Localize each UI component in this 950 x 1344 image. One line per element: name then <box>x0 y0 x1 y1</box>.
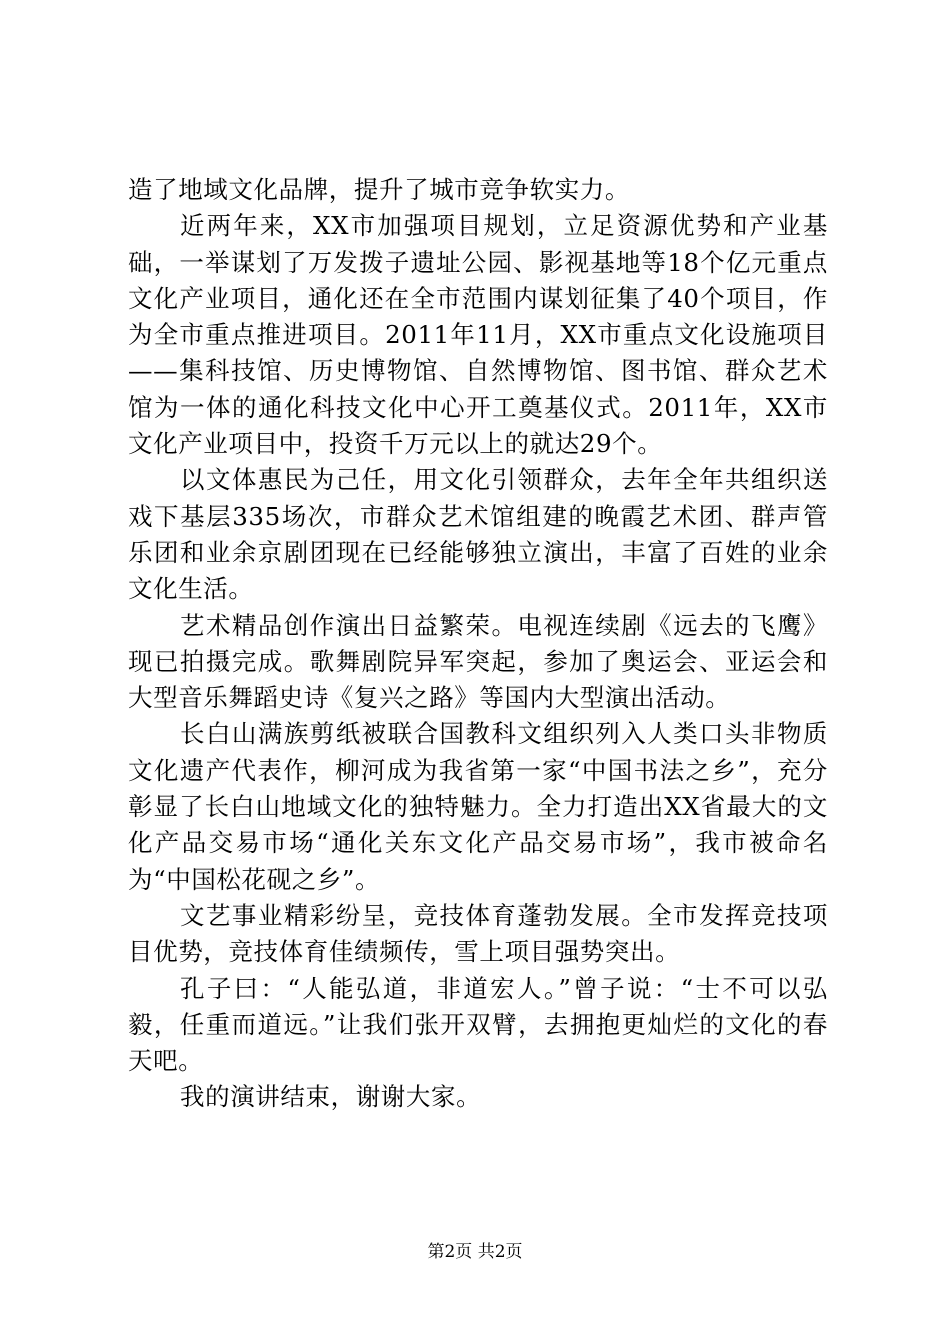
page-footer: 第2页 共2页 <box>427 1242 523 1262</box>
paragraph-closing: 我的演讲结束，谢谢大家。 <box>180 1082 482 1112</box>
document-body <box>128 172 828 1116</box>
paragraph-continuation: 造了地域文化品牌，提升了城市竞争软实力。 <box>128 175 630 204</box>
paragraph-sports: 文艺事业精彩纷呈，竞技体育蓬勃发展。全市发挥竞技项目优势，竞技体育佳绩频传，雪上项目强势突出。 <box>128 900 828 967</box>
paragraph-cultural-heritage: 长白山满族剪纸被联合国教科文组织列入人类口头非物质文化遗产代表作，柳河成为我省第一家“中国书法之乡”，充分彰显了长白山地域文化的独特魅力。全力打造出XX省最大的文化产品交易市场“通化关东文化产品交易市场”，我市被命名为“中国松花砚之乡”。 <box>128 719 828 894</box>
paragraph-quotation: 孔子曰：“人能弘道，非道宏人。”曾子说：“士不可以弘毅，任重而道远。”让我们张开双臂，去拥抱更灿烂的文化的春天吧。 <box>128 973 828 1076</box>
paragraph-project-planning: 近两年来，XX市加强项目规划，立足资源优势和产业基础，一举谋划了万发拨子遗址公园、影视基地等18个亿元重点文化产业项目，通化还在全市范围内谋划征集了40个项目，作为全市重点推进项目。2011年11月，XX市重点文化设施项目——集科技馆、历史博物馆、自然博物馆、图书馆、群众艺术馆为一体的通化科技文化中心开工奠基仪式。2011年，XX市文化产业项目中，投资千万元以上的就达29个。 <box>128 211 828 459</box>
paragraph-cultural-benefits: 以文体惠民为己任，用文化引领群众，去年全年共组织送戏下基层335场次，市群众艺术馆组建的晚霞艺术团、群声管乐团和业余京剧团现在已经能够独立演出，丰富了百姓的业余文化生活。 <box>128 465 828 604</box>
paragraph-art-works: 艺术精品创作演出日益繁荣。电视连续剧《远去的飞鹰》现已拍摄完成。歌舞剧院异军突起，参加了奥运会、亚运会和大型音乐舞蹈史诗《复兴之路》等国内大型演出活动。 <box>128 610 828 713</box>
